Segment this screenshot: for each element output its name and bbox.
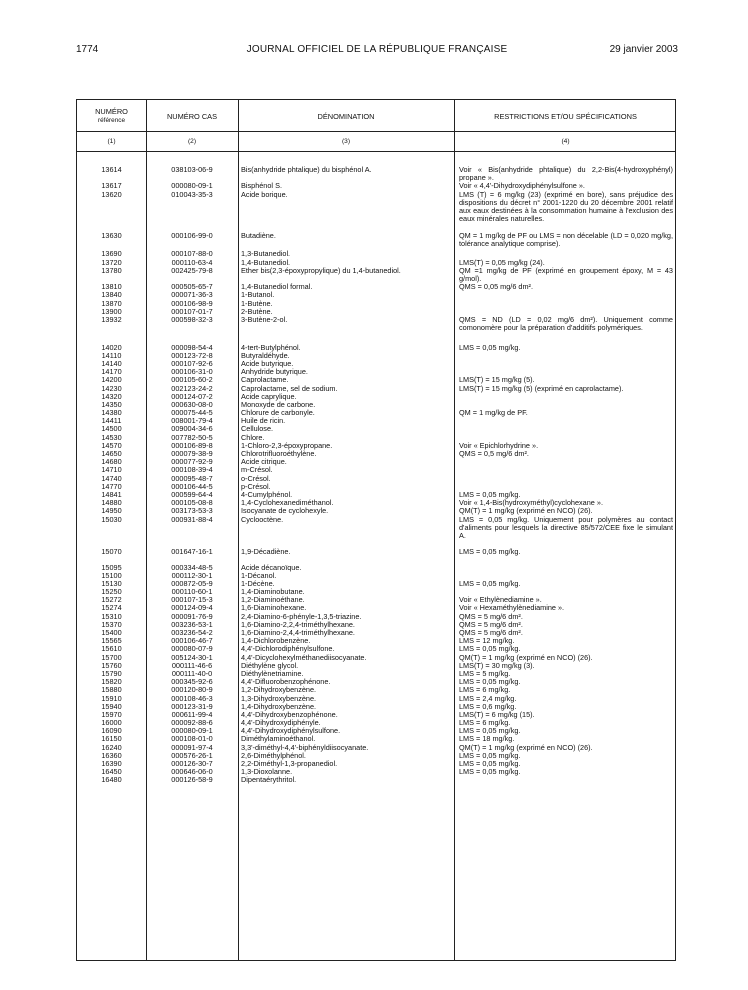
ref-number: 13614 (101, 165, 122, 174)
ref-number: 15790 (101, 668, 122, 678)
cas-number: 000576-26-1 (171, 750, 213, 760)
substance-name: 1,3-Butanediol. (241, 250, 291, 259)
substance-name: 1-Décanol. (241, 571, 277, 580)
substance-name: Bis(anhydride phtalique) du bisphénol A. (241, 166, 372, 174)
substance-name: Bisphénol S. (241, 182, 282, 191)
column-header-name: DÉNOMINATION (317, 112, 375, 121)
substance-name: Acide décanoïque. (241, 563, 302, 572)
ref-number: 14530 (101, 432, 122, 442)
cas-number: 000095-48-7 (171, 473, 213, 483)
restriction-text: LMS = 2,4 mg/kg. (459, 693, 517, 703)
table-row (77, 283, 675, 291)
restriction-text: LMS = 12 mg/kg. (459, 636, 515, 646)
cas-number: 000598-32-3 (171, 314, 213, 324)
ref-number: 13720 (101, 257, 122, 267)
table-row (77, 752, 675, 760)
cas-number: 005124-30-1 (171, 652, 213, 662)
table-row (77, 352, 675, 360)
ref-number: 15820 (101, 677, 122, 687)
restriction-text: LMS = 0,6 mg/kg. (459, 701, 517, 711)
table-row (77, 250, 675, 258)
substance-name: 1,4-Cyclohexanediméthanol. (241, 499, 334, 508)
cas-number: 000872-05-9 (171, 578, 213, 588)
substance-name: 4-Cumylphénol. (241, 490, 293, 499)
cas-number: 000106-89-8 (171, 440, 213, 450)
substance-name: 1,2-Diaminoéthane. (241, 596, 305, 605)
cas-number: 000077-92-9 (171, 457, 213, 467)
ref-number: 15130 (101, 578, 122, 588)
cas-number: 000126-58-9 (171, 775, 213, 785)
cas-number: 000107-88-0 (171, 249, 213, 259)
ref-number: 14650 (101, 449, 122, 459)
table-row (77, 654, 675, 662)
cas-number: 000098-54-4 (171, 342, 213, 352)
table-row (77, 458, 675, 466)
restriction-text: LMS = 0,05 mg/kg. (459, 342, 521, 352)
cas-number: 000124-07-2 (171, 391, 213, 401)
restriction-text: Voir « 1,4-Bis(hydroxyméthyl)cyclohexane ». (459, 498, 603, 508)
cas-number: 000110-60-1 (171, 587, 213, 597)
cas-number: 000107-01-7 (171, 306, 213, 316)
substance-name: 1-Chloro-2,3-époxypropane. (241, 441, 333, 450)
table-row (77, 588, 675, 596)
ref-number: 14841 (101, 489, 122, 499)
cas-number: 000105-08-8 (171, 498, 213, 508)
ref-number: 14110 (101, 350, 122, 360)
page-number: 1774 (76, 44, 99, 55)
cas-number: 000630-08-0 (171, 399, 213, 409)
column-header-restrictions: RESTRICTIONS ET/OU SPÉCIFICATIONS (494, 112, 637, 121)
substance-name: 4,4'-Dihydroxydiphényle. (241, 719, 321, 728)
cas-number: 000123-72-8 (171, 350, 213, 360)
restriction-text: QM(T) = 1 mg/kg (exprimé en NCO) (26). (459, 506, 593, 516)
cas-number: 002425-79-8 (171, 265, 213, 275)
cas-number: 000106-99-0 (171, 230, 213, 240)
restriction-text: QMS = ND (LD = 0,02 mg/6 dm²). Uniquement comme comonomère pour la préparation d'additifs polymériques. (459, 314, 673, 333)
cas-number: 000107-92-6 (171, 358, 213, 368)
ref-number: 14680 (101, 457, 122, 467)
substance-name: Anhydride butyrique. (241, 368, 308, 377)
substance-name: 1,6-Diamino-2,4,4-triméthylhexane. (241, 629, 355, 637)
table-row (77, 483, 675, 491)
substance-name: 4,4'-Dicyclohexylméthanediisocyanate. (241, 653, 367, 662)
substance-name: Chlorotrifluoroéthylène. (241, 450, 317, 459)
restriction-text: LMS = 0,05 mg/kg. (459, 578, 521, 588)
substance-name: Acide butyrique. (241, 359, 294, 368)
cas-number: 008001-79-4 (171, 416, 213, 426)
substance-name: 1,4-Dihydroxybenzène. (241, 702, 317, 711)
substance-name: Caprolactame, sel de sodium. (241, 384, 338, 393)
substance-name: Chlore. (241, 433, 265, 442)
table-row (77, 727, 675, 735)
table-row (77, 744, 675, 752)
substance-name: Chlorure de carbonyle. (241, 409, 315, 418)
ref-number: 16000 (101, 718, 122, 728)
ref-number: 15370 (101, 619, 122, 629)
restriction-text: QM = 1 mg/kg de PF. (459, 408, 528, 418)
table-row (77, 629, 675, 637)
cas-number: 000108-39-4 (171, 465, 213, 475)
restriction-text: LMS(T) = 6 mg/kg (15). (459, 709, 535, 719)
table-row (77, 776, 675, 784)
restriction-text: QMS = 0,5 mg/6 dm². (459, 449, 529, 459)
substance-name: Cellulose. (241, 425, 274, 434)
ref-number: 15940 (101, 701, 122, 711)
ref-number: 14710 (101, 465, 122, 475)
table-row (77, 368, 675, 376)
ref-number: 14350 (101, 399, 122, 409)
ref-number: 14020 (101, 342, 122, 352)
substance-name: Diéthylène glycol. (241, 661, 299, 670)
cas-number: 000126-30-7 (171, 759, 213, 768)
ref-number: 13620 (101, 189, 122, 199)
substance-name: 2-Butène. (241, 307, 273, 316)
restriction-text: LMS = 0,05 mg/kg. (459, 489, 521, 499)
restriction-text: Voir « Ethylènediamine ». (459, 595, 542, 605)
ref-number: 15880 (101, 685, 122, 695)
substance-name: 1,3-Dioxolanne. (241, 768, 293, 777)
publication-date: 29 janvier 2003 (609, 44, 678, 55)
ref-number: 16480 (101, 775, 122, 785)
cas-number: 009004-34-6 (171, 424, 213, 434)
cas-number: 000107-15-3 (171, 595, 213, 605)
table-row (77, 450, 675, 458)
substance-name: Cyclooctène. (241, 515, 284, 524)
substance-name: Butadiène. (241, 231, 276, 240)
restriction-text: LMS(T) = 15 mg/kg (5). (459, 375, 535, 385)
restriction-text: QM(T) = 1 mg/kg (exprimé en NCO) (26). (459, 742, 593, 752)
substance-name: 1,4-Butanediol. (241, 258, 291, 267)
ref-number: 15910 (101, 693, 122, 703)
table-row (77, 191, 675, 232)
column-number: (2) (187, 138, 197, 145)
ref-number: 15970 (101, 709, 122, 719)
page-header (76, 44, 678, 58)
ref-number: 13932 (101, 314, 122, 324)
substance-name: 1,6-Diaminohexane. (241, 604, 307, 613)
ref-number: 13617 (101, 181, 122, 191)
column-number: (1) (107, 138, 116, 145)
table-row (77, 466, 675, 474)
cas-number: 001647-16-1 (171, 547, 213, 557)
table-row (77, 768, 675, 776)
restriction-text: Voir « Epichlorhydrine ». (459, 440, 539, 450)
journal-title: JOURNAL OFFICIEL DE LA RÉPUBLIQUE FRANÇAISE (246, 44, 508, 55)
restriction-text: LMS = 6 mg/kg. (459, 685, 511, 695)
table-row (77, 572, 675, 580)
ref-number: 14320 (101, 391, 122, 401)
cas-number: 000505-65-7 (171, 282, 213, 292)
cas-number: 000120-80-9 (171, 685, 213, 695)
restriction-text: LMS (T) = 6 mg/kg (23) (exprimé en bore), sans préjudice des dispositions du décret n° 2001-1220 du 20 décembre 2001 relatif aux eaux destinées à la consommation humaine à l'exclusion des eaux minérales naturelles. (459, 189, 673, 224)
ref-number: 15272 (101, 595, 122, 605)
table-row (77, 393, 675, 401)
restriction-text: LMS = 0,05 mg/kg. (459, 726, 521, 736)
cas-number: 000080-09-1 (171, 726, 213, 736)
table-row (77, 637, 675, 645)
ref-number: 15030 (101, 514, 122, 524)
cas-number: 003173-53-3 (171, 506, 213, 516)
table-row (77, 516, 675, 549)
cas-number: 000111-40-0 (171, 668, 213, 678)
restriction-text: QMS = 5 mg/6 dm². (459, 628, 523, 637)
restriction-text: LMS = 0,05 mg/kg. (459, 767, 521, 777)
column-header-cas: NUMÉRO CAS (166, 112, 218, 121)
substance-name: 1,4-Dichlorobenzène. (241, 637, 311, 646)
ref-number: 13690 (101, 249, 122, 259)
substance-name: 1-Butène. (241, 299, 273, 308)
restriction-text: QMS = 5 mg/6 dm². (459, 619, 523, 629)
substance-name: 2,6-Diméthylphénol. (241, 751, 306, 760)
substance-name: 2,4-Diamino-6-phényle-1,3,5-triazine. (241, 612, 362, 621)
cas-number: 000108-46-3 (171, 693, 213, 703)
ref-number: 13810 (101, 282, 122, 292)
restriction-text: LMS(T) = 0,05 mg/kg (24). (459, 257, 545, 267)
ref-number: 16240 (101, 742, 122, 752)
cas-number: 000334-48-5 (171, 562, 213, 572)
table-row (77, 291, 675, 299)
ref-number: 13870 (101, 298, 122, 308)
substance-name: Acide caprylique. (241, 392, 297, 401)
cas-number: 002123-24-2 (171, 383, 213, 393)
substance-name: Caprolactame. (241, 376, 289, 385)
table-body (77, 166, 675, 785)
cas-number: 000092-88-6 (171, 718, 213, 728)
substance-name: 4,4'-Dihydroxydiphénylsulfone. (241, 727, 341, 736)
table-row (77, 596, 675, 604)
table-row (77, 564, 675, 572)
restriction-text: LMS = 0,05 mg/kg. Uniquement pour polymères au contact d'aliments pour lesquels la directive 85/572/CEE fixe le simulant A. (459, 514, 673, 540)
table-row (77, 316, 675, 344)
cas-number: 000106-31-0 (171, 367, 213, 377)
table-row (77, 760, 675, 768)
column-number-divider (77, 151, 675, 152)
ref-number: 14950 (101, 506, 122, 516)
table-row (77, 385, 675, 393)
restriction-text: QM =1 mg/kg de PF (exprimé en groupement époxy, M = 43 g/mol). (459, 265, 673, 284)
restriction-text: LMS(T) = 30 mg/kg (3). (459, 660, 535, 670)
ref-number: 13840 (101, 290, 122, 300)
cas-number: 038103-06-9 (171, 165, 213, 174)
cas-number: 000112-30-1 (171, 570, 213, 580)
ref-number: 15565 (101, 636, 122, 646)
ref-number: 14411 (101, 416, 122, 426)
table-row (77, 409, 675, 417)
table-row (77, 360, 675, 368)
cas-number: 003236-54-2 (171, 628, 213, 637)
table-row (77, 442, 675, 450)
ref-number: 15100 (101, 570, 122, 580)
restriction-text: LMS = 0,05 mg/kg. (459, 750, 521, 760)
restriction-text: QMS = 5 mg/6 dm². (459, 611, 523, 621)
ref-number: 16150 (101, 734, 122, 744)
cas-number: 000110-63-4 (171, 257, 213, 267)
substance-name: 3,3'-diméthyl-4,4'-biphényldiisocyanate. (241, 743, 369, 752)
cas-number: 000071-36-3 (171, 290, 213, 300)
substance-name: Acide borique. (241, 190, 288, 199)
substance-name: m-Crésol. (241, 466, 273, 475)
column-number: (3) (341, 138, 351, 145)
substances-table (76, 99, 676, 961)
cas-number: 000123-31-9 (171, 701, 213, 711)
table-row (77, 300, 675, 308)
table-row (77, 604, 675, 612)
cas-number: 000080-07-9 (171, 644, 213, 654)
table-row (77, 703, 675, 711)
ref-number: 15250 (101, 587, 122, 597)
table-row (77, 475, 675, 483)
substance-name: 4,4'-Dihydroxybenzophénone. (241, 710, 338, 719)
substance-name: 1-Butanol. (241, 291, 275, 300)
restriction-text: QM(T) = 1 mg/kg (exprimé en NCO) (26). (459, 652, 593, 662)
substance-name: Butyraldéhyde. (241, 351, 290, 360)
substance-name: Diéthylènetriamine. (241, 669, 304, 678)
table-row (77, 719, 675, 727)
restriction-text: LMS(T) = 15 mg/kg (5) (exprimé en caprolactame). (459, 383, 624, 393)
substance-name: 4,4'-Dichlorodiphénylsulfone. (241, 645, 335, 654)
restriction-text: LMS = 0,05 mg/kg. (459, 759, 521, 768)
cas-number: 000080-09-1 (171, 181, 213, 191)
ref-number: 14740 (101, 473, 122, 483)
substance-name: Ether bis(2,3-époxypropylique) du 1,4-butanediol. (241, 266, 401, 275)
substance-name: 1,4-Butanediol formal. (241, 283, 313, 292)
table-row (77, 670, 675, 678)
restriction-text: Voir « Bis(anhydride phtalique) du 2,2-Bis(4-hydroxyphényl) propane ». (459, 165, 673, 183)
ref-number: 15095 (101, 562, 122, 572)
ref-number: 14170 (101, 367, 122, 377)
ref-number: 14880 (101, 498, 122, 508)
table-row (77, 232, 675, 251)
table-row (77, 621, 675, 629)
table-row (77, 711, 675, 719)
cas-number: 007782-50-5 (171, 432, 213, 442)
substance-name: 1,4-Diaminobutane. (241, 588, 305, 597)
restriction-text: LMS = 0,05 mg/kg. (459, 547, 521, 557)
ref-number: 14570 (101, 440, 122, 450)
cas-number: 000124-09-4 (171, 603, 213, 613)
cas-number: 000611-99-4 (171, 709, 213, 719)
ref-number: 14500 (101, 424, 122, 434)
substance-name: 1,6-Diamino-2,2,4-triméthylhexane. (241, 620, 355, 629)
substance-name: Isocyanate de cyclohexyle. (241, 507, 329, 516)
restriction-text: LMS = 18 mg/kg. (459, 734, 515, 744)
restriction-text: LMS = 0,05 mg/kg. (459, 644, 521, 654)
substance-name: 1,3-Dihydroxybenzène. (241, 694, 317, 703)
substance-name: 1,2-Dihydroxybenzène. (241, 686, 317, 695)
table-row (77, 425, 675, 433)
restriction-text: QM = 1 mg/kg de PF ou LMS = non décelable (LD = 0,020 mg/kg, tolérance analytique comprise). (459, 230, 673, 248)
restriction-text: Voir « Hexaméthylènediamine ». (459, 603, 565, 613)
table-row (77, 548, 675, 563)
table-row (77, 344, 675, 352)
table-row (77, 401, 675, 409)
ref-number: 15610 (101, 644, 122, 654)
restriction-text: LMS = 0,05 mg/kg. (459, 677, 521, 687)
table-row (77, 662, 675, 670)
column-number: (4) (561, 138, 570, 145)
ref-number: 13780 (101, 265, 122, 275)
cas-number: 000105-60-2 (171, 375, 213, 385)
table-row (77, 434, 675, 442)
cas-number: 003236-53-1 (171, 619, 213, 629)
cas-number: 000599-64-4 (171, 489, 213, 499)
restriction-text: LMS = 5 mg/kg. (459, 668, 511, 678)
cas-number: 000931-88-4 (171, 514, 213, 524)
table-row (77, 580, 675, 588)
ref-number: 14770 (101, 481, 122, 491)
restriction-text: LMS = 6 mg/kg. (459, 718, 511, 728)
header-divider (77, 131, 675, 132)
cas-number: 010043-35-3 (171, 189, 213, 199)
table-row (77, 267, 675, 283)
ref-number: 15070 (101, 547, 122, 557)
cas-number: 000075-44-5 (171, 408, 213, 418)
ref-number: 15400 (101, 628, 122, 637)
cas-number: 000091-76-9 (171, 611, 213, 621)
cas-number: 000106-46-7 (171, 636, 213, 646)
table-row (77, 417, 675, 425)
ref-number: 16450 (101, 767, 122, 777)
ref-number: 14380 (101, 408, 122, 418)
ref-number: 15700 (101, 652, 122, 662)
table-row (77, 686, 675, 694)
ref-number: 14200 (101, 375, 122, 385)
table-row (77, 613, 675, 621)
ref-number: 13630 (101, 230, 122, 240)
restriction-text: QMS = 0,05 mg/6 dm². (459, 282, 534, 292)
substance-name: p-Crésol. (241, 482, 271, 491)
ref-number: 15760 (101, 660, 122, 670)
cas-number: 000111-46-6 (171, 660, 213, 670)
cas-number: 000091-97-4 (171, 742, 213, 752)
substance-name: 4-tert-Butylphénol. (241, 343, 301, 352)
substance-name: 1,9-Décadiène. (241, 548, 291, 557)
substance-name: Monoxyde de carbone. (241, 400, 316, 409)
substance-name: Dipentaérythritol. (241, 776, 297, 785)
ref-number: 15310 (101, 611, 122, 621)
ref-number: 14230 (101, 383, 122, 393)
ref-number: 16360 (101, 750, 122, 760)
ref-number: 16390 (101, 759, 122, 768)
cas-number: 000345-92-6 (171, 677, 213, 687)
substance-name: 1-Décène. (241, 579, 275, 588)
substance-name: 3-Butène-2-ol. (241, 315, 288, 324)
ref-number: 14140 (101, 358, 122, 368)
cas-number: 000106-44-5 (171, 481, 213, 491)
column-header-ref: NUMÉRO référence (95, 107, 128, 124)
ref-number: 13900 (101, 306, 122, 316)
restriction-text: Voir « 4,4'-Dihydroxydiphénylsulfone ». (459, 181, 585, 191)
substance-name: Acide citrique. (241, 458, 287, 467)
cas-number: 000646-06-0 (171, 767, 213, 777)
substance-name: Diméthylaminoéthanol. (241, 735, 316, 744)
substance-name: 4,4'-Difluorobenzophénone. (241, 678, 331, 687)
substance-name: 2,2-Diméthyl-1,3-propanediol. (241, 760, 338, 768)
ref-number: 16090 (101, 726, 122, 736)
table-row (77, 678, 675, 686)
ref-number: 15274 (101, 603, 122, 613)
cas-number: 000106-98-9 (171, 298, 213, 308)
substance-name: o-Crésol. (241, 474, 271, 483)
table-row (77, 695, 675, 703)
substance-name: Huile de ricin. (241, 417, 286, 426)
cas-number: 000079-38-9 (171, 449, 213, 459)
table-row (77, 166, 675, 182)
cas-number: 000108-01-0 (171, 734, 213, 744)
